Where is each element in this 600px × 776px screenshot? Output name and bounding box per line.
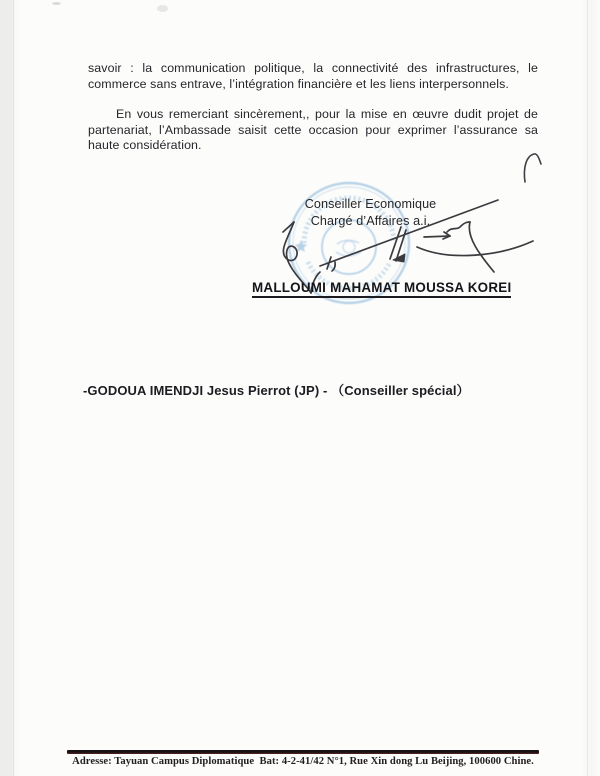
footer-address: Adresse: Tayuan Campus Diplomatique Bat: 4-2-41/42 N°1, Rue Xin dong Lu Beijing, 100600 Chine.	[72, 756, 534, 767]
signer-title-block	[288, 196, 453, 229]
pen-hook-mark	[524, 154, 541, 182]
scan-edge-right	[587, 0, 588, 776]
paragraph-closing: En vous remerciant sincèrement,, pour la mise en œuvre dudit projet de partenariat, l’Ambassade saisit cette occasion pour exprimer l’assurance sa haute considération.	[88, 107, 538, 153]
scan-speck	[52, 2, 61, 5]
special-advisor-line: -GODOUA IMENDJI Jesus Pierrot (JP) - （Conseiller spécial）	[83, 383, 470, 398]
scan-edge-left	[13, 0, 14, 776]
signer-title-line1: Conseiller Economique	[304, 197, 437, 211]
footer-rule-bar	[67, 750, 539, 754]
signer-title-line2: Chargé d’Affaires a.i.	[310, 213, 431, 228]
signer-name: MALLOUMI MAHAMAT MOUSSA KOREI	[252, 280, 511, 298]
paragraph-cooperation-areas: savoir : la communication politique, la connectivité des infrastructures, le commerce sans entrave, l’intégration financière et les liens interpersonnels.	[88, 61, 538, 91]
scan-speck	[157, 5, 168, 12]
